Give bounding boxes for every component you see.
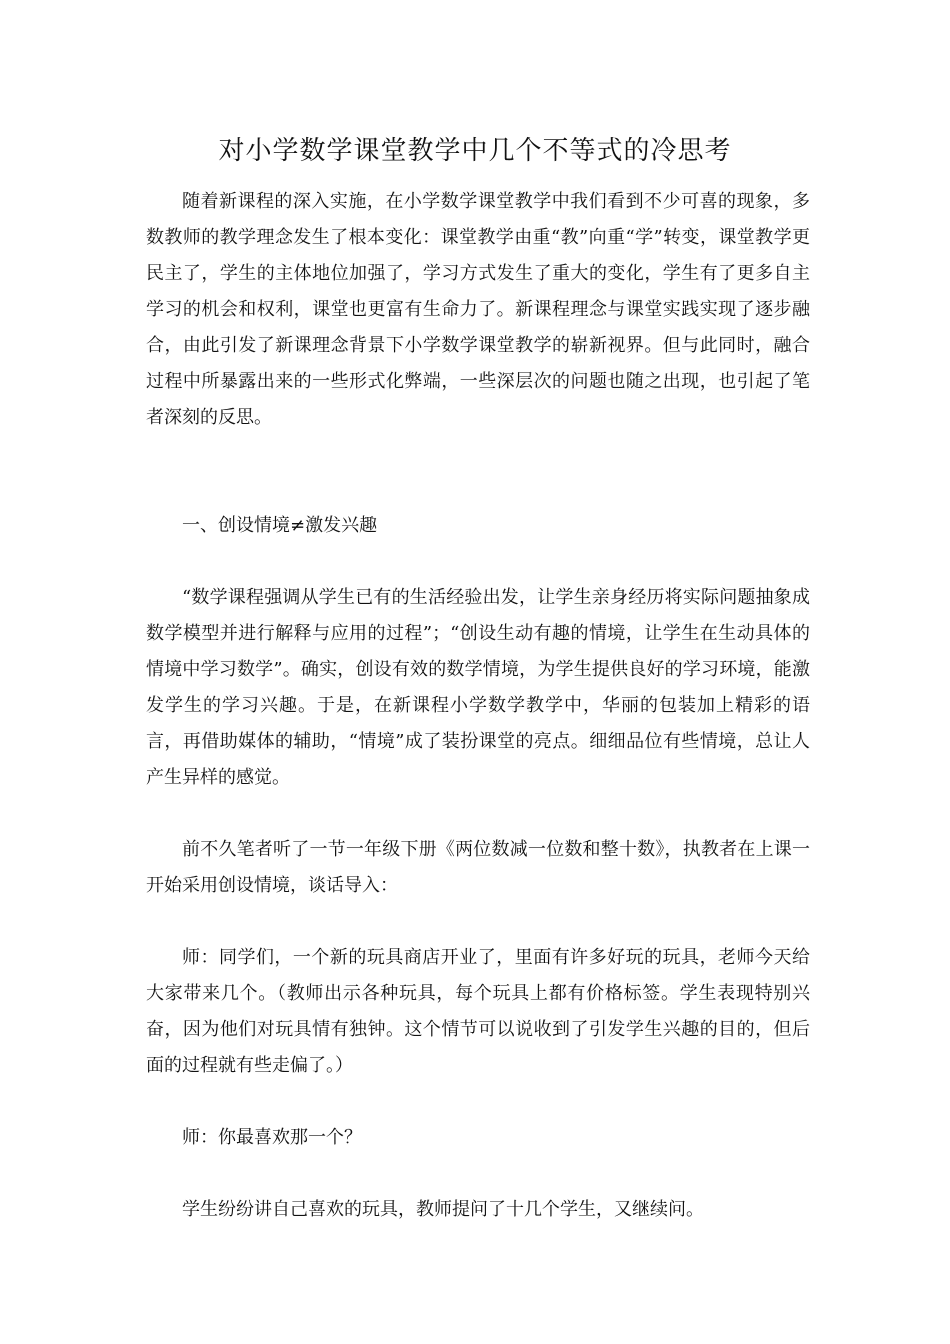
- paragraph-spacer: [146, 796, 810, 832]
- paragraph-teacher-2: 师：你最喜欢那一个？: [182, 1127, 362, 1148]
- paragraph-spacer: [146, 904, 810, 940]
- paragraph-spacer: [146, 1084, 810, 1120]
- document-body: [146, 184, 810, 1228]
- paragraph-spacer: [146, 436, 810, 472]
- paragraph-lesson-intro: 前不久笔者听了一节一年级下册《两位数减一位数和整十数》，执教者在上课一开始采用创设情境，谈话导入：: [146, 839, 810, 896]
- paragraph-spacer: [146, 544, 810, 580]
- paragraph-students: 学生纷纷讲自己喜欢的玩具，教师提问了十几个学生，又继续问。: [182, 1199, 704, 1220]
- paragraph-curriculum: “数学课程强调从学生已有的生活经验出发，让学生亲身经历将实际问题抽象成数学模型并进行解释与应用的过程”；“创设生动有趣的情境，让学生在生动具体的情境中学习数学”。确实，创设有效的数学情境，为学生提供良好的学习环境，能激发学生的学习兴趣。于是，在新课程小学数学教学中，华丽的包装加上精彩的语言，再借助媒体的辅助，“情境”成了装扮课堂的亮点。细细品位有些情境，总让人产生异样的感觉。: [146, 587, 810, 788]
- paragraph-spacer: [146, 472, 810, 508]
- paragraph-intro: 随着新课程的深入实施，在小学数学课堂教学中我们看到不少可喜的现象，多数教师的教学理念发生了根本变化：课堂教学由重“教”向重“学”转变，课堂教学更民主了，学生的主体地位加强了，学习方式发生了重大的变化，学生有了更多自主学习的机会和权利，课堂也更富有生命力了。新课程理念与课堂实践实现了逐步融合，由此引发了新课理念背景下小学数学课堂教学的崭新视界。但与此同时，融合过程中所暴露出来的一些形式化弊端，一些深层次的问题也随之出现，也引起了笔者深刻的反思。: [146, 191, 810, 428]
- paragraph-teacher-1: 师：同学们，一个新的玩具商店开业了，里面有许多好玩的玩具，老师今天给大家带来几个。（教师出示各种玩具，每个玩具上都有价格标签。学生表现特别兴奋，因为他们对玩具情有独钟。这个情节可以说收到了引发学生兴趣的目的，但后面的过程就有些走偏了。）: [146, 947, 810, 1076]
- section-heading: 一、创设情境≠激发兴趣: [182, 515, 378, 536]
- document-title: 对小学数学课堂教学中几个不等式的冷思考: [218, 136, 732, 166]
- paragraph-spacer: [146, 1156, 810, 1192]
